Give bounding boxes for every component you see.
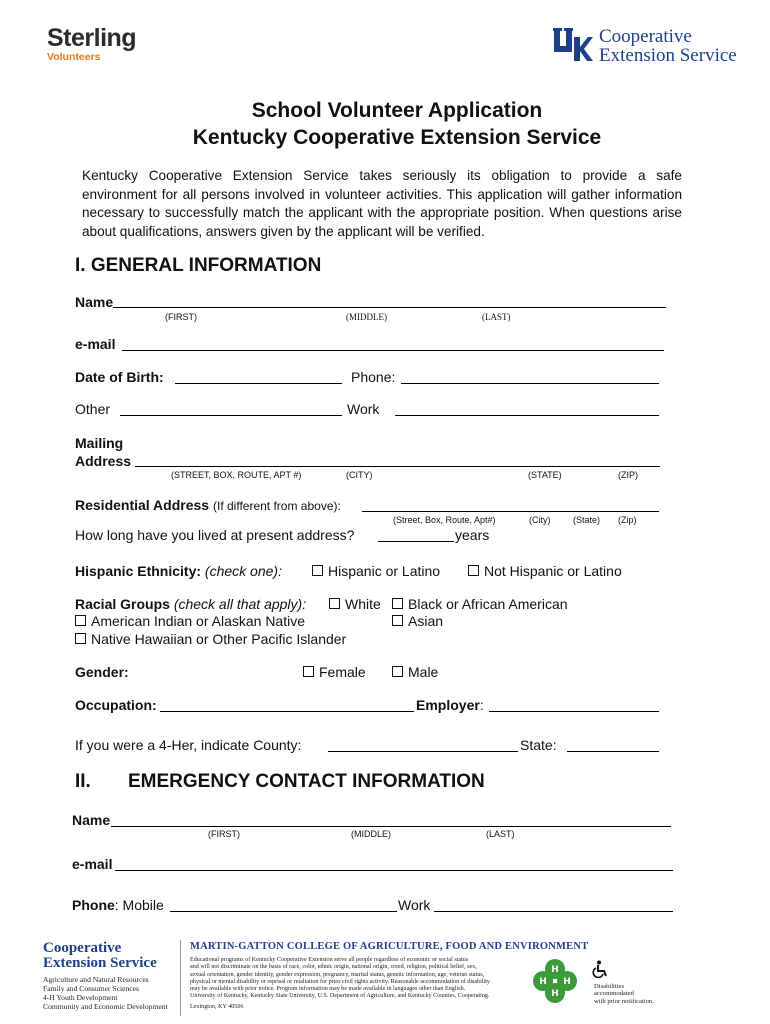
mail-zip-sublabel: (ZIP): [618, 470, 638, 480]
race-asian[interactable]: [392, 613, 443, 629]
employer-group: [416, 697, 484, 713]
dob-input[interactable]: [175, 383, 342, 384]
disclaimer-line: Educational programs of Kentucky Cooperative Extension serve all people regardless of economic or social status: [190, 957, 469, 963]
mail-street-sublabel: (STREET, BOX, ROUTE, APT #): [171, 470, 302, 480]
mailing-label-line2: Address: [75, 453, 132, 469]
ec-work-input[interactable]: [434, 911, 673, 912]
other-label: Other: [75, 401, 111, 417]
hispanic-option-yes[interactable]: [312, 563, 440, 579]
uk-mark-icon: [553, 27, 593, 63]
gender-female-label: Female: [319, 664, 366, 680]
fourh-state-input[interactable]: [567, 751, 659, 752]
how-long-input[interactable]: [378, 541, 454, 542]
ces-program-4: Community and Economic Development: [43, 1001, 168, 1011]
res-zip-sublabel: (Zip): [618, 515, 637, 525]
disability-line: with prior notification.: [594, 997, 654, 1005]
phone-label: Phone:: [351, 369, 396, 385]
ces-program-2: Family and Consumer Sciences: [43, 983, 139, 993]
ec-email-input[interactable]: [115, 870, 673, 871]
title-line1: School Volunteer Application: [251, 99, 543, 122]
name-middle-sublabel: (MIDDLE): [346, 312, 387, 322]
mailing-address-input[interactable]: [135, 466, 660, 467]
hispanic-group: [75, 563, 282, 579]
residential-note: (If different from above):: [212, 499, 341, 513]
gender-male-label: Male: [408, 664, 439, 680]
sterling-logo-sub: Volunteers: [47, 51, 101, 63]
name-first-sublabel: (FIRST): [165, 312, 197, 322]
checkbox-icon[interactable]: [392, 615, 403, 626]
ec-phone-label: Phone: [72, 897, 115, 913]
racial-label: Racial Groups: [75, 596, 170, 612]
section2-heading: EMERGENCY CONTACT INFORMATION: [128, 771, 485, 792]
ec-name-label: Name: [72, 812, 111, 828]
checkbox-icon[interactable]: [329, 598, 340, 609]
ec-name-middle-sublabel: (MIDDLE): [351, 829, 391, 839]
res-state-sublabel: (State): [573, 515, 601, 525]
wheelchair-icon: [592, 960, 610, 978]
ec-mobile-input[interactable]: [170, 911, 397, 912]
svg-text:H: H: [551, 989, 559, 999]
disclaimer-line: may be available with prior notice. Program information may be made available in languages other than English.: [190, 986, 466, 993]
race-black-label: Black or African American: [408, 596, 568, 612]
race-asian-label: Asian: [408, 613, 444, 629]
disability-line: accommodated: [594, 990, 634, 998]
title-line2: Kentucky Cooperative Extension Service: [192, 126, 602, 149]
hispanic-option-yes-label: Hispanic or Latino: [328, 563, 441, 579]
page-title: [0, 97, 770, 151]
state-label: State:: [520, 737, 557, 753]
disclaimer-line: and will not discriminate on the basis of race, color, ethnic origin, national origin, creed, religion, political belief, sex,: [190, 964, 477, 971]
disclaimer-line: physical or mental disability or reprisal or retaliation for prior civil rights activity. Reasonable accommodation of disability: [190, 978, 490, 985]
ces-program-1: Agriculture and Natural Resources: [43, 975, 149, 984]
disability-line: Disabilities: [594, 983, 625, 990]
phone-input[interactable]: [401, 383, 659, 384]
checkbox-icon[interactable]: [75, 615, 86, 626]
hispanic-option-no-label: Not Hispanic or Latino: [484, 563, 622, 579]
residential-address-input[interactable]: [362, 511, 659, 512]
ces-line2: Extension Service: [43, 955, 157, 971]
employer-input[interactable]: [489, 711, 659, 712]
ec-work-label: Work: [398, 897, 431, 913]
ec-mobile-label: : Mobile: [114, 897, 164, 913]
footer-college: MARTIN-GATTON COLLEGE OF AGRICULTURE, FOOD AND ENVIRONMENT: [190, 941, 589, 952]
race-hawaiian[interactable]: [75, 631, 346, 647]
svg-text:H: H: [563, 977, 571, 987]
ec-name-last-sublabel: (LAST): [486, 829, 515, 839]
ec-email-label: e-mail: [72, 856, 113, 872]
disability-note: [594, 983, 654, 1005]
ec-name-first-sublabel: (FIRST): [208, 829, 240, 839]
race-native[interactable]: [75, 613, 305, 629]
race-white-label: White: [345, 596, 381, 612]
racial-group: [75, 596, 306, 612]
gender-label: Gender:: [75, 664, 129, 680]
race-white[interactable]: [329, 596, 381, 612]
uk-logo-line1: Cooperative: [599, 26, 692, 47]
sterling-logo: [47, 25, 136, 63]
disclaimer-line: University of Kentucky, Kentucky State University, U.S. Department of Agriculture, and Kentucky Counties, Cooperating.: [190, 993, 490, 1000]
fourh-county-input[interactable]: [328, 751, 518, 752]
checkbox-icon[interactable]: [392, 666, 403, 677]
hispanic-option-no[interactable]: [468, 563, 622, 579]
occupation-label: Occupation:: [75, 697, 157, 713]
name-input[interactable]: [113, 307, 666, 308]
race-native-label: American Indian or Alaskan Native: [91, 613, 305, 629]
res-street-sublabel: (Street, Box, Route, Apt#): [393, 515, 496, 525]
fourh-label: If you were a 4-Her, indicate County:: [75, 737, 302, 753]
footer-disclaimer: [190, 957, 530, 1011]
occupation-input[interactable]: [160, 711, 414, 712]
sterling-logo-text: Sterling: [47, 24, 137, 52]
4h-clover-icon: [532, 958, 578, 1004]
employer-label: Employer: [416, 697, 480, 713]
how-long-label: How long have you lived at present address?: [75, 527, 355, 543]
mail-city-sublabel: (CITY): [346, 470, 373, 480]
hispanic-label: Hispanic Ethnicity:: [75, 563, 202, 579]
employer-colon: :: [479, 697, 484, 713]
racial-note: (check all that apply):: [173, 596, 307, 612]
mailing-label-line1: Mailing: [75, 435, 124, 451]
dob-label: Date of Birth:: [75, 369, 164, 385]
mail-state-sublabel: (STATE): [528, 470, 562, 480]
other-input[interactable]: [120, 415, 342, 416]
ces-program-3: 4-H Youth Development: [43, 992, 118, 1002]
name-label: Name: [75, 294, 114, 310]
disclaimer-line: Lexington, KY 40506: [190, 1003, 244, 1010]
race-hawaiian-label: Native Hawaiian or Other Pacific Islander: [91, 631, 347, 647]
intro-paragraph: Kentucky Cooperative Extension Service takes seriously its obligation to provide a safe environment for all persons involved in volunteer activities. This application will gather information necessary to successfully match the applicant with the appropriate position. When questions arise about qualifications, answers given by the applicant will be verified.: [82, 168, 682, 239]
gender-male[interactable]: [392, 664, 438, 680]
footer-divider: [180, 940, 181, 1016]
race-black[interactable]: [392, 596, 568, 612]
svg-text:H: H: [551, 965, 559, 975]
hispanic-note: (check one):: [204, 563, 282, 579]
years-label: years: [455, 527, 490, 543]
checkbox-icon[interactable]: [392, 598, 403, 609]
uk-logo-line2: Extension Service: [599, 45, 737, 66]
checkbox-icon[interactable]: [468, 565, 479, 576]
name-last-sublabel: (LAST): [482, 312, 511, 322]
ces-line1: Cooperative: [43, 940, 122, 956]
checkbox-icon[interactable]: [303, 666, 314, 677]
res-city-sublabel: (City): [529, 515, 551, 525]
disclaimer-line: sexual orientation, gender identity, gender expression, pregnancy, marital status, genetic information, age, veteran status,: [190, 971, 485, 978]
section1-heading: I. GENERAL INFORMATION: [75, 255, 322, 276]
gender-female[interactable]: [303, 664, 366, 680]
email-label: e-mail: [75, 336, 116, 352]
residential-label-group: [75, 497, 341, 513]
ec-phone-group: [72, 897, 164, 913]
section2-heading-num: II.: [75, 771, 91, 792]
work-input[interactable]: [395, 415, 659, 416]
footer-ces-logo: [43, 941, 168, 1012]
residential-label: Residential Address: [75, 497, 210, 513]
work-label: Work: [347, 401, 380, 417]
svg-text:H: H: [539, 977, 547, 987]
email-input[interactable]: [122, 350, 664, 351]
checkbox-icon[interactable]: [312, 565, 323, 576]
checkbox-icon[interactable]: [75, 633, 86, 644]
ec-name-input[interactable]: [111, 826, 671, 827]
